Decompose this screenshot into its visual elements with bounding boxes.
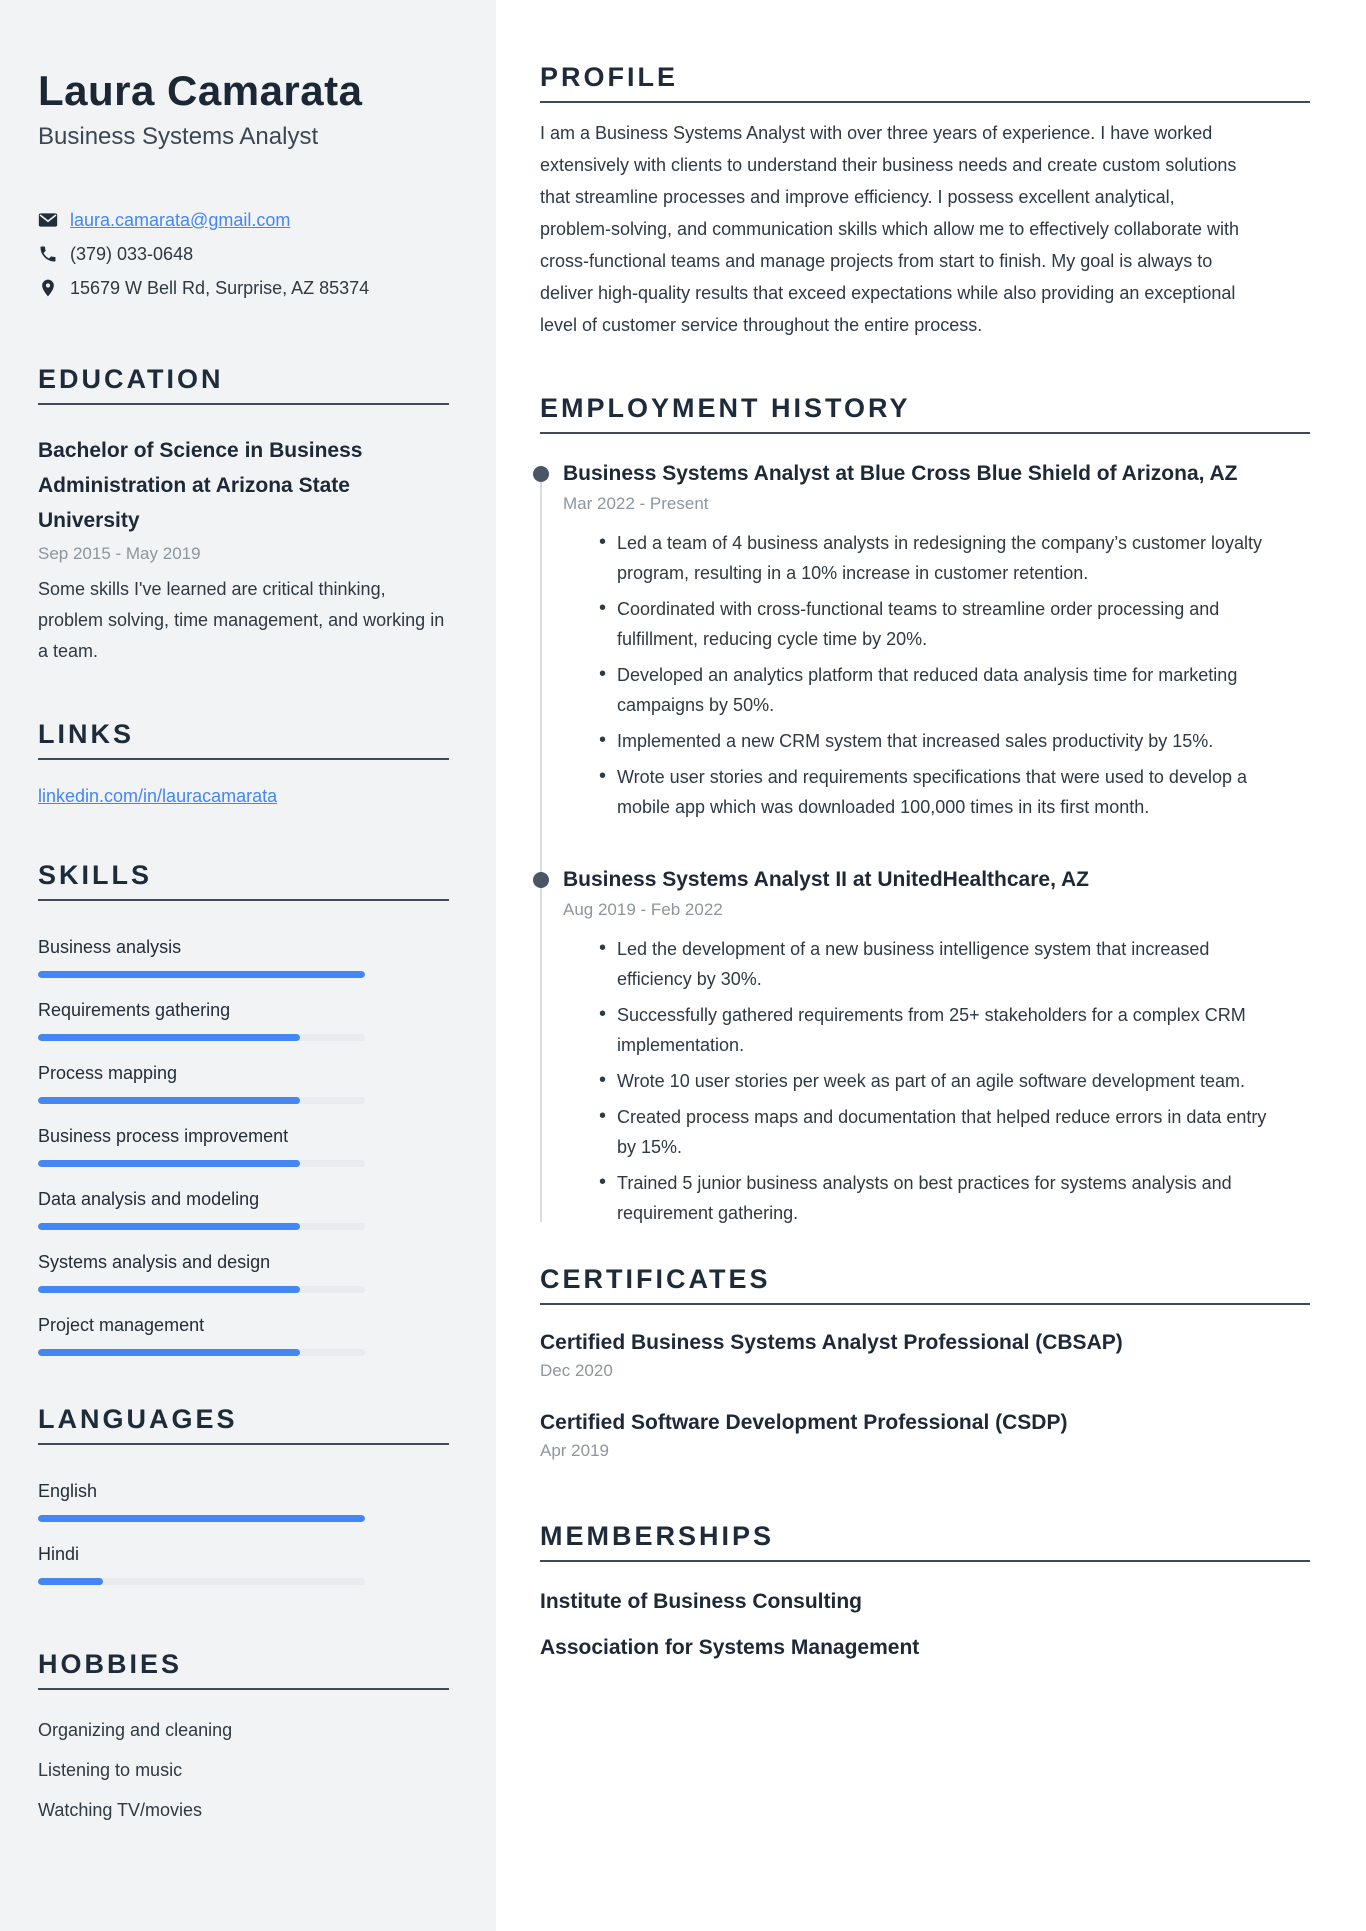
- profile-text: I am a Business Systems Analyst with over three years of experience. I have worked extensively with clients to understand their business needs and create custom solutions that streamline processes and improve efficiency. I possess excellent analytical, problem-solving, and communication skills which allow me to effectively collaborate with cross-functional teams and manage projects from start to finish. My goal is always to deliver high-quality results that exceed expectations while also providing an exceptional level of customer service throughout the entire process.: [540, 123, 1239, 335]
- skill-list: [38, 935, 449, 1356]
- job-bullet: • Created process maps and documentation that helped reduce errors in data entry by 15%.: [599, 1102, 1282, 1162]
- education-dates: Sep 2015 - May 2019: [38, 544, 201, 563]
- skill-item: [38, 1187, 449, 1230]
- main-column: [496, 0, 1366, 1931]
- skill-bar-fill: [38, 1349, 300, 1356]
- skill-item: [38, 1061, 449, 1104]
- skill-label: Systems analysis and design: [38, 1252, 271, 1272]
- skill-bar-track: [38, 1160, 365, 1167]
- language-bar-track: [38, 1515, 365, 1522]
- language-label: English: [38, 1481, 98, 1501]
- certificate-title: Certified Business Systems Analyst Professional (CBSAP): [540, 1331, 1123, 1354]
- certificate-item: [540, 1329, 1310, 1383]
- hobbies-section: [38, 1649, 449, 1830]
- links-heading: LINKS: [38, 719, 449, 760]
- job-bullet: • Wrote 10 user stories per week as part of an agile software development team.: [599, 1066, 1282, 1096]
- certificate-item: [540, 1409, 1310, 1463]
- job-bullet-list: [563, 934, 1283, 1228]
- job-title: Business Systems Analyst II at UnitedHealthcare, AZ: [563, 868, 1089, 891]
- education-heading: EDUCATION: [38, 364, 449, 405]
- contact-address-row: [38, 276, 449, 300]
- skill-label: Business analysis: [38, 937, 182, 957]
- skill-bar-track: [38, 1349, 365, 1356]
- contact-phone-row: [38, 242, 449, 266]
- employment-timeline: [540, 460, 1310, 1228]
- skills-heading: SKILLS: [38, 860, 449, 901]
- email-icon: [38, 210, 58, 230]
- skill-bar-track: [38, 1097, 365, 1104]
- skill-bar-fill: [38, 1160, 300, 1167]
- memberships-heading: MEMBERSHIPS: [540, 1521, 1310, 1562]
- skill-label: Requirements gathering: [38, 1000, 231, 1020]
- phone-icon: [38, 244, 58, 264]
- certificate-date: Dec 2020: [540, 1361, 613, 1380]
- certificates-heading: CERTIFICATES: [540, 1264, 1310, 1305]
- language-list: [38, 1479, 449, 1585]
- skill-bar-track: [38, 1286, 365, 1293]
- skills-section: [38, 860, 449, 1356]
- skill-bar-fill: [38, 971, 365, 978]
- skill-item: [38, 1250, 449, 1293]
- job-entry: [540, 866, 1310, 1228]
- job-title: Business Systems Analyst at Blue Cross Blue Shield of Arizona, AZ: [563, 462, 1238, 485]
- contact-block: [38, 208, 449, 300]
- job-bullet: • Developed an analytics platform that reduced data analysis time for marketing campaigns by 50%.: [599, 660, 1282, 720]
- languages-heading: LANGUAGES: [38, 1404, 449, 1445]
- skill-label: Data analysis and modeling: [38, 1189, 260, 1209]
- links-section: [38, 719, 449, 808]
- language-bar-track: [38, 1578, 365, 1585]
- person-job-title: Business Systems Analyst: [38, 123, 319, 150]
- hobby-item: Watching TV/movies: [38, 1800, 203, 1820]
- membership-item: Association for Systems Management: [540, 1636, 920, 1659]
- education-description: Some skills I've learned are critical thinking, problem solving, time management, and working in a team.: [38, 579, 445, 661]
- language-bar-fill: [38, 1578, 103, 1585]
- membership-item: Institute of Business Consulting: [540, 1590, 863, 1613]
- membership-list: [540, 1588, 1310, 1662]
- certificate-title: Certified Software Development Professional (CSDP): [540, 1411, 1068, 1434]
- language-item: [38, 1479, 449, 1522]
- job-bullet: • Trained 5 junior business analysts on best practices for systems analysis and requirement gathering.: [599, 1168, 1282, 1228]
- skill-bar-track: [38, 1223, 365, 1230]
- hobby-item: Organizing and cleaning: [38, 1720, 233, 1740]
- skill-bar-fill: [38, 1286, 300, 1293]
- job-dates: Aug 2019 - Feb 2022: [563, 900, 723, 919]
- job-bullet: • Implemented a new CRM system that increased sales productivity by 15%.: [599, 726, 1282, 756]
- job-bullet: • Wrote user stories and requirements specifications that were used to develop a mobile app which was downloaded 100,000 times in its first month.: [599, 762, 1282, 822]
- certificate-date: Apr 2019: [540, 1441, 609, 1460]
- hobby-list: [38, 1710, 449, 1830]
- skill-item: [38, 998, 449, 1041]
- employment-section: [540, 393, 1310, 1228]
- skill-label: Process mapping: [38, 1063, 178, 1083]
- hobbies-heading: HOBBIES: [38, 1649, 449, 1690]
- language-label: Hindi: [38, 1544, 80, 1564]
- contact-email-row: [38, 208, 449, 232]
- phone-number: (379) 033-0648: [70, 244, 194, 264]
- skill-label: Business process improvement: [38, 1126, 289, 1146]
- job-dates: Mar 2022 - Present: [563, 494, 709, 513]
- address-text: 15679 W Bell Rd, Surprise, AZ 85374: [70, 278, 370, 298]
- skill-item: [38, 935, 449, 978]
- skill-bar-fill: [38, 1034, 300, 1041]
- skill-item: [38, 1313, 449, 1356]
- linkedin-link[interactable]: linkedin.com/in/lauracamarata: [38, 786, 278, 806]
- profile-heading: PROFILE: [540, 62, 1310, 103]
- skill-item: [38, 1124, 449, 1167]
- timeline-dot-icon: [533, 466, 549, 482]
- skill-bar-track: [38, 971, 365, 978]
- timeline-dot-icon: [533, 872, 549, 888]
- profile-section: [540, 62, 1310, 341]
- job-bullet: • Coordinated with cross-functional teams to streamline order processing and fulfillment, reducing cycle time by 20%.: [599, 594, 1282, 654]
- job-bullet-list: [563, 528, 1283, 822]
- location-pin-icon: [38, 278, 58, 298]
- job-bullet: • Led a team of 4 business analysts in redesigning the company’s customer loyalty program, resulting in a 10% increase in customer retention.: [599, 528, 1282, 588]
- employment-heading: EMPLOYMENT HISTORY: [540, 393, 1310, 434]
- hobby-item: Listening to music: [38, 1760, 183, 1780]
- skill-bar-track: [38, 1034, 365, 1041]
- job-entry: [540, 460, 1310, 822]
- certificates-section: [540, 1264, 1310, 1463]
- job-bullet: • Successfully gathered requirements from 25+ stakeholders for a complex CRM implementation.: [599, 1000, 1282, 1060]
- memberships-section: [540, 1521, 1310, 1662]
- job-bullet: • Led the development of a new business intelligence system that increased efficiency by 30%.: [599, 934, 1282, 994]
- skill-bar-fill: [38, 1097, 300, 1104]
- education-degree: Bachelor of Science in Business Administration at Arizona State University: [38, 439, 363, 532]
- person-name: Laura Camarata: [38, 67, 363, 114]
- sidebar: [0, 0, 496, 1931]
- skill-bar-fill: [38, 1223, 300, 1230]
- education-section: [38, 364, 449, 667]
- language-item: [38, 1542, 449, 1585]
- skill-label: Project management: [38, 1315, 205, 1335]
- languages-section: [38, 1404, 449, 1585]
- email-link[interactable]: laura.camarata@gmail.com: [70, 210, 291, 230]
- language-bar-fill: [38, 1515, 365, 1522]
